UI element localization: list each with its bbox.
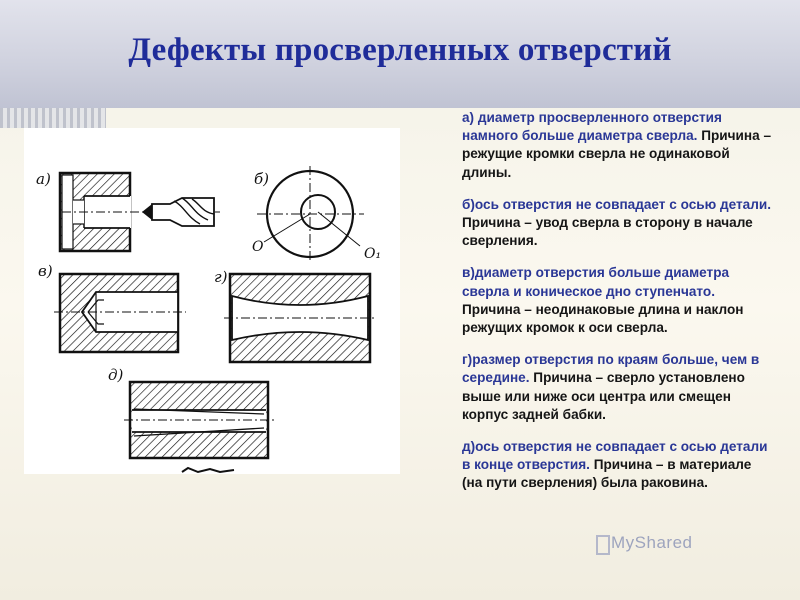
label-o: O bbox=[252, 239, 264, 255]
figure-a bbox=[36, 170, 220, 251]
defect-v-text: в)диаметр отверстия больше диаметра сверла и коническое дно ступенчато. bbox=[462, 265, 730, 299]
defect-v-cause: Причина – неодинаковые длина и наклон режущих кромок к оси сверла. bbox=[462, 301, 744, 336]
defect-d-text: д)ось отверстия не совпадает с осью детали в конце отверстия. bbox=[462, 439, 768, 473]
decorative-strip bbox=[0, 108, 106, 128]
label-g: г) bbox=[214, 268, 228, 286]
defect-item-a bbox=[462, 109, 772, 182]
defect-b-cause: Причина – увод сверла в сторону в начале сверления. bbox=[462, 215, 753, 249]
defect-a-cause: Причина – режущие кромки сверла не одинаковой длины. bbox=[462, 128, 772, 180]
figure-d bbox=[108, 366, 276, 458]
label-v: в) bbox=[38, 262, 53, 280]
watermark: MyShared bbox=[611, 533, 693, 552]
figure-b bbox=[252, 166, 381, 263]
label-b: б) bbox=[254, 170, 270, 188]
defect-g-cause: Причина – сверло установлено выше или ниже оси центра или смещен корпус задней бабки. bbox=[462, 370, 745, 422]
defect-item-g bbox=[462, 351, 772, 424]
defect-item-v bbox=[462, 264, 772, 337]
defect-d-cause: Причина – в материале (на пути сверления) была раковина. bbox=[462, 457, 752, 491]
defects-description bbox=[462, 109, 772, 507]
defect-g-text: г)размер отверстия по краям больше, чем в середине. bbox=[462, 352, 760, 386]
label-a: а) bbox=[36, 170, 51, 188]
defect-item-b bbox=[462, 196, 772, 251]
defect-b-text: б)ось отверстия не совпадает с осью детали. bbox=[462, 196, 771, 212]
defects-drawing bbox=[24, 128, 400, 474]
figure-v bbox=[38, 262, 186, 352]
defect-a-text: а) диаметр просверленного отверстия намного больше диаметра сверла. bbox=[462, 110, 722, 144]
figure-g bbox=[214, 268, 376, 362]
label-d: д) bbox=[108, 366, 124, 384]
watermark-icon bbox=[596, 535, 610, 555]
label-o1: O₁ bbox=[364, 246, 382, 262]
slide-title: Дефекты просверленных отверстий bbox=[128, 32, 672, 68]
defect-item-d bbox=[462, 438, 772, 493]
